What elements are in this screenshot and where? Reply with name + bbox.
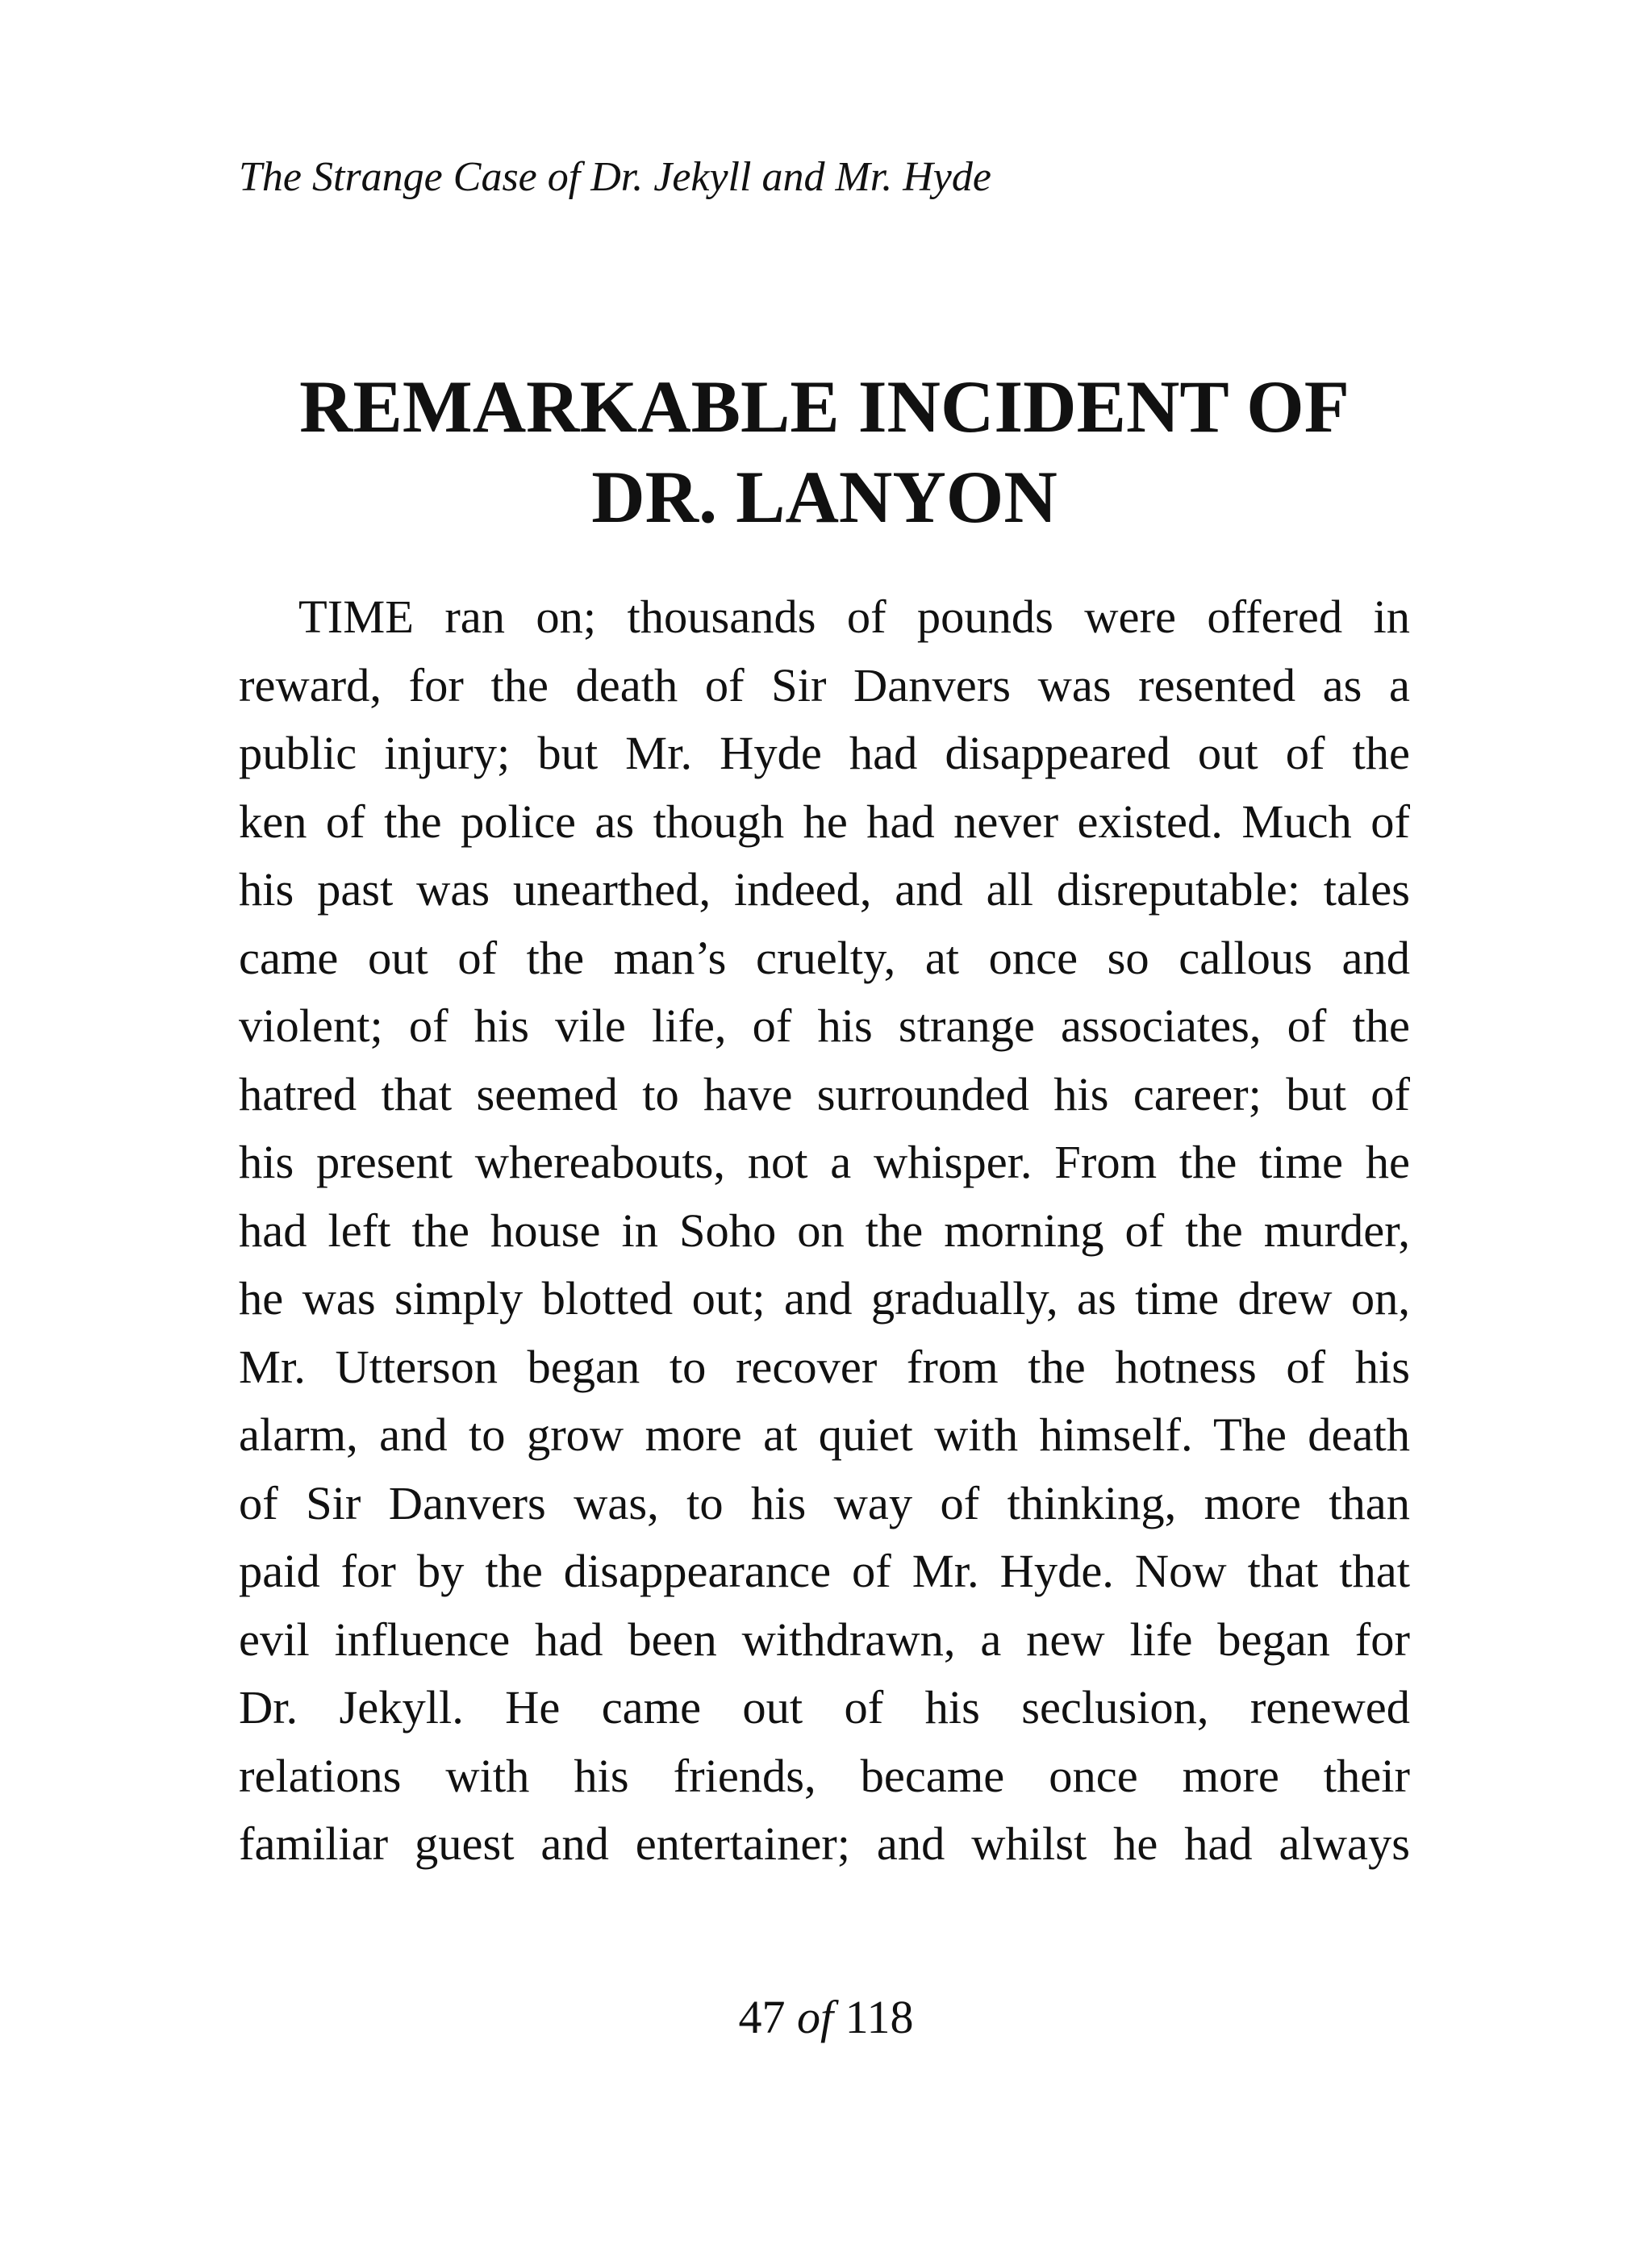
body-line: ken of the police as though he had never existed. Much of	[239, 795, 1410, 848]
body-line: came out of the man’s cruelty, at once so callous and	[239, 931, 1410, 984]
body-line: familiar guest and entertainer; and whilst he had always	[239, 1817, 1410, 1870]
body-line: hatred that seemed to have surrounded his career; but of	[239, 1067, 1410, 1120]
current-page-number: 47	[738, 1991, 786, 2043]
body-line: he was simply blotted out; and gradually, as time drew on,	[239, 1272, 1410, 1325]
body-line: relations with his friends, became once more their	[239, 1749, 1410, 1802]
body-line: Dr. Jekyll. He came out of his seclusion, renewed	[239, 1681, 1410, 1734]
chapter-title-line-1: REMARKABLE INCIDENT OF	[299, 365, 1350, 448]
body-line: Mr. Utterson began to recover from the hotness of his	[239, 1340, 1410, 1393]
body-line: his present whereabouts, not a whisper. From the time he	[239, 1136, 1410, 1188]
body-line: his past was unearthed, indeed, and all disreputable: tales	[239, 863, 1410, 916]
page-of-label: of	[797, 1991, 834, 2043]
body-line: paid for by the disappearance of Mr. Hyde. Now that that	[239, 1545, 1410, 1597]
body-line: TIME ran on; thousands of pounds were offered in	[298, 590, 1410, 643]
body-line: reward, for the death of Sir Danvers was resented as a	[239, 658, 1410, 711]
body-line: of Sir Danvers was, to his way of thinking, more than	[239, 1476, 1410, 1529]
chapter-title-line-2: DR. LANYON	[591, 456, 1058, 538]
body-paragraph	[239, 583, 1410, 1879]
running-header-title: The Strange Case of Dr. Jekyll and Mr. Hyde	[239, 154, 991, 200]
body-line: violent; of his vile life, of his strange associates, of the	[239, 999, 1410, 1052]
chapter-title	[239, 361, 1410, 542]
page-number	[0, 1989, 1652, 2046]
body-line: public injury; but Mr. Hyde had disappeared out of the	[239, 727, 1410, 779]
total-page-count: 118	[845, 1991, 914, 2043]
body-line: alarm, and to grow more at quiet with himself. The death	[239, 1408, 1410, 1461]
body-line: had left the house in Soho on the morning of the murder,	[239, 1204, 1410, 1257]
body-line: evil influence had been withdrawn, a new life began for	[239, 1613, 1410, 1666]
